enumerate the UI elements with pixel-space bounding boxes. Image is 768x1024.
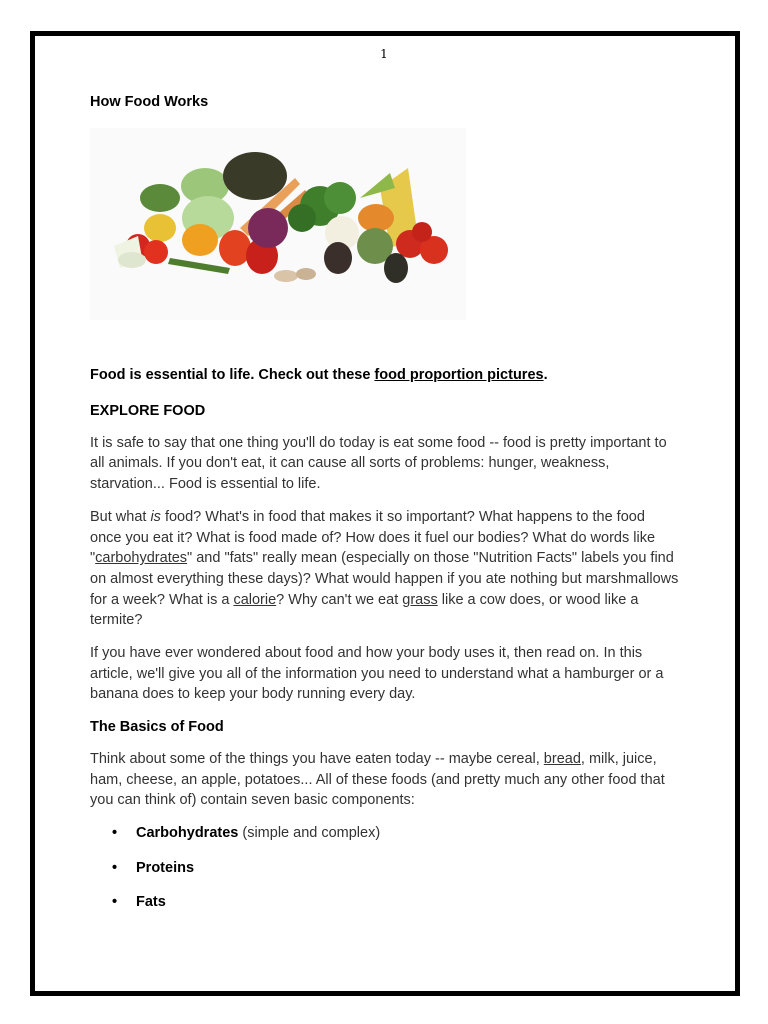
paragraph-explore-3: If you have ever wondered about food and how your body uses it, then read on. In this article, we'll give you all of the information you need to understand what a hamburger or a banana does to keep your body running every day.: [90, 645, 664, 703]
section-heading-basics: The Basics of Food: [90, 719, 224, 736]
list-item-term: Proteins: [136, 859, 195, 876]
food-proportion-link[interactable]: food proportion pictures: [374, 367, 544, 383]
lead-text: Food is essential to life. Check out these: [90, 367, 375, 383]
lead-paragraph: [90, 367, 690, 383]
calorie-link[interactable]: calorie: [233, 591, 277, 608]
bullet-icon: •: [112, 859, 118, 876]
bread-link[interactable]: bread: [543, 750, 581, 767]
text-span: Think about some of the things you have eaten today -- maybe cereal,: [90, 750, 544, 767]
bullet-icon: •: [112, 894, 118, 911]
bullet-icon: •: [112, 824, 118, 841]
list-item-term: Carbohydrates: [136, 824, 239, 841]
list-item: [90, 892, 680, 913]
text-span: food? What's in food that makes it so important? What happens to the food once you eat it? What is food made of? How does it fuel our bodies? What do words like ": [90, 508, 656, 567]
grass-link[interactable]: grass: [402, 591, 438, 608]
section-heading-explore: EXPLORE FOOD: [90, 403, 206, 419]
text-span: like a cow does, or wood like a termite?: [90, 591, 639, 629]
lead-end: .: [543, 367, 548, 383]
vegetables-icon: [90, 128, 466, 320]
components-list: [90, 823, 680, 913]
list-item-term: Fats: [136, 894, 166, 911]
text-span: But what: [90, 508, 151, 525]
article-body: [90, 401, 680, 927]
paragraph-basics-1: [90, 749, 680, 811]
text-span: " and "fats" really mean (especially on those "Nutrition Facts" labels you find on almost everything these days)? What would happen if you ate nothing but marshmallows for a week? What is a: [90, 550, 679, 608]
document-header: [90, 92, 680, 112]
page-number: 1: [380, 47, 388, 61]
text-span: ? Why can't we eat: [276, 591, 403, 608]
carbohydrates-link[interactable]: carbohydrates: [95, 550, 188, 567]
paragraph-explore-2: [90, 507, 680, 631]
italic-is: is: [150, 508, 161, 525]
paragraph-explore-1: It is safe to say that one thing you'll do today is eat some food -- food is pretty important to all animals. If you don't eat, it can cause all sorts of problems: hunger, weakness, starvation... Food is essential to life.: [90, 434, 667, 493]
list-item-detail: (simple and complex): [238, 824, 381, 841]
text-span: , milk, juice, ham, cheese, an apple, potatoes... All of these foods (and pretty much any other food that you can think of) contain seven basic components:: [90, 750, 665, 809]
list-item: [90, 823, 680, 844]
vegetables-illustration: [90, 128, 466, 320]
list-item: [90, 858, 680, 879]
page-title: How Food Works: [90, 94, 209, 110]
